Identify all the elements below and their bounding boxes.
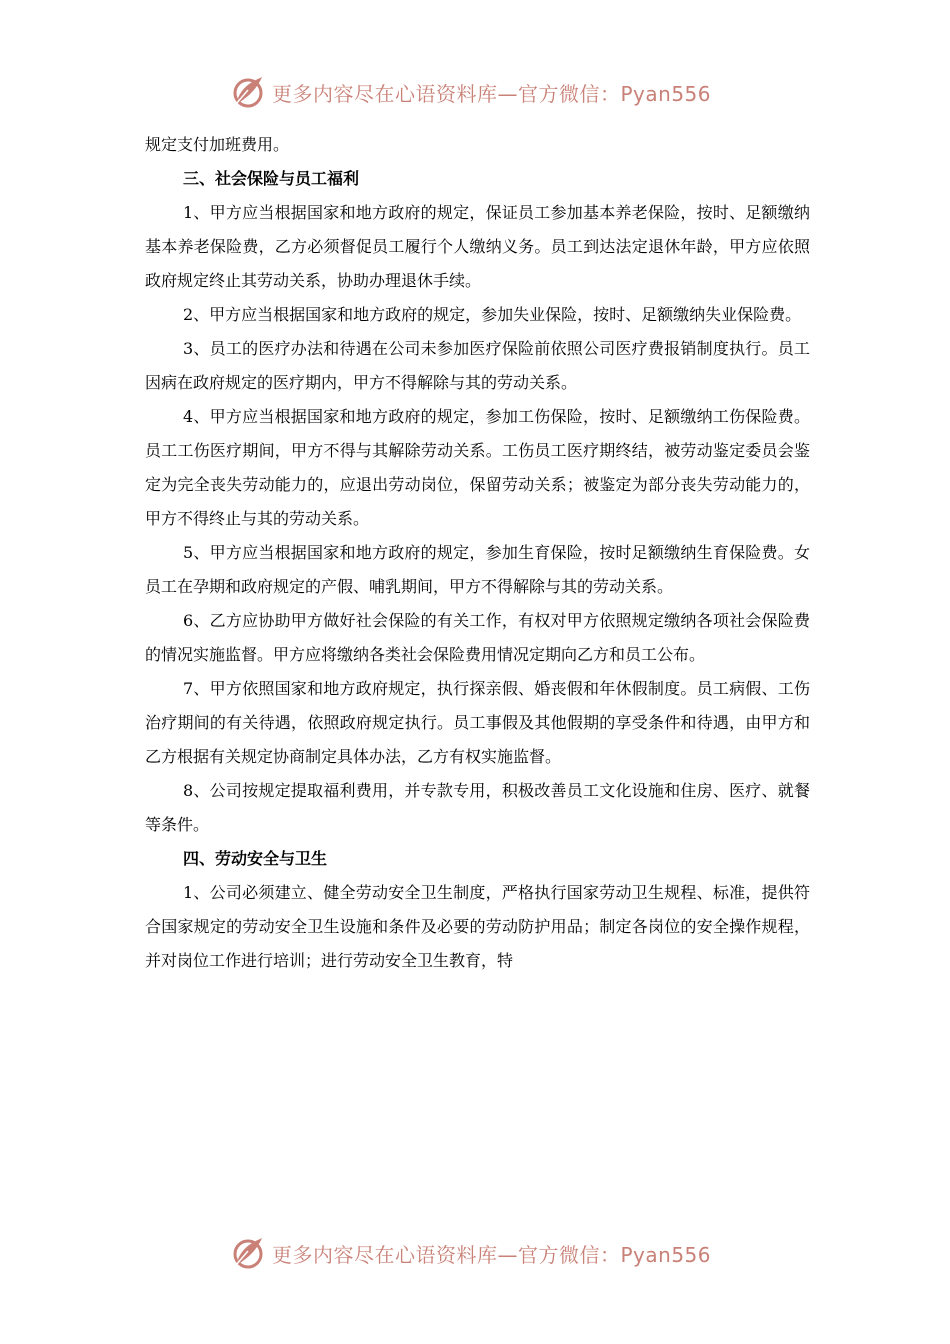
watermark-text: 更多内容尽在心语资料库—官方微信：Pyan556	[272, 1242, 712, 1267]
paragraph: 2、甲方应当根据国家和地方政府的规定，参加失业保险，按时、足额缴纳失业保险费。	[183, 305, 802, 324]
watermark-header	[228, 72, 711, 112]
paragraph: 5、甲方应当根据国家和地方政府的规定，参加生育保险，按时足额缴纳生育保险费。女员工在孕期和政府规定的产假、哺乳期间，甲方不得解除与其的劳动关系。	[145, 543, 810, 596]
section-heading: 四、劳动安全与卫生	[183, 849, 328, 868]
watermark-footer	[228, 1233, 711, 1273]
section-heading: 三、社会保险与员工福利	[183, 169, 360, 188]
watermark-text: 更多内容尽在心语资料库—官方微信：Pyan556	[272, 81, 712, 106]
paragraph: 3、员工的医疗办法和待遇在公司未参加医疗保险前依照公司医疗费报销制度执行。员工因病在政府规定的医疗期内，甲方不得解除与其的劳动关系。	[145, 339, 810, 392]
paragraph: 4、甲方应当根据国家和地方政府的规定，参加工伤保险，按时、足额缴纳工伤保险费。员工工伤医疗期间，甲方不得与其解除劳动关系。工伤员工医疗期终结，被劳动鉴定委员会鉴定为完全丧失劳动能力的，应退出劳动岗位，保留劳动关系；被鉴定为部分丧失劳动能力的，甲方不得终止与其的劳动关系。	[145, 407, 810, 528]
leaf-logo-icon	[228, 72, 268, 112]
document-body	[145, 128, 810, 978]
paragraph: 6、乙方应协助甲方做好社会保险的有关工作，有权对甲方依照规定缴纳各项社会保险费的情况实施监督。甲方应将缴纳各类社会保险费用情况定期向乙方和员工公布。	[145, 611, 810, 664]
paragraph: 8、公司按规定提取福利费用，并专款专用，积极改善员工文化设施和住房、医疗、就餐等条件。	[145, 781, 810, 834]
paragraph: 规定支付加班费用。	[145, 135, 290, 154]
paragraph: 1、甲方应当根据国家和地方政府的规定，保证员工参加基本养老保险，按时、足额缴纳基本养老保险费，乙方必须督促员工履行个人缴纳义务。员工到达法定退休年龄，甲方应依照政府规定终止其劳动关系，协助办理退休手续。	[145, 203, 810, 290]
paragraph: 1、公司必须建立、健全劳动安全卫生制度，严格执行国家劳动卫生规程、标准，提供符合国家规定的劳动安全卫生设施和条件及必要的劳动防护用品；制定各岗位的安全操作规程，并对岗位工作进行培训；进行劳动安全卫生教育，特	[145, 883, 810, 970]
leaf-logo-icon	[228, 1233, 268, 1273]
paragraph: 7、甲方依照国家和地方政府规定，执行探亲假、婚丧假和年休假制度。员工病假、工伤治疗期间的有关待遇，依照政府规定执行。员工事假及其他假期的享受条件和待遇，由甲方和乙方根据有关规定协商制定具体办法，乙方有权实施监督。	[145, 679, 810, 766]
